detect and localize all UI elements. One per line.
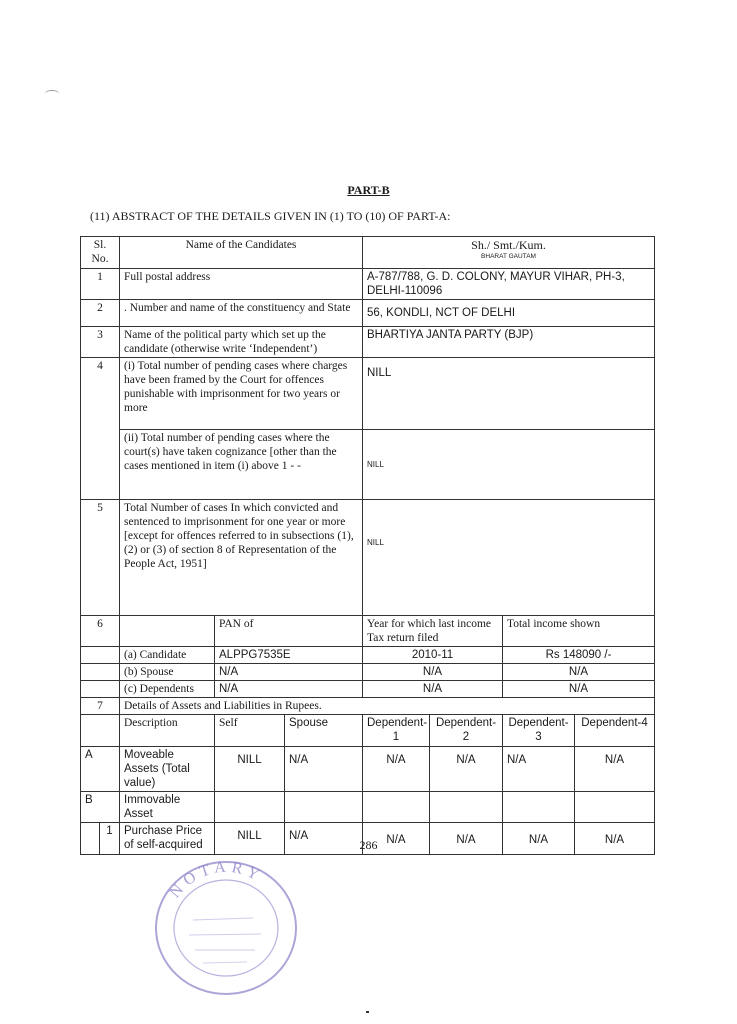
self-value: NILL xyxy=(215,747,285,792)
row-label: Moveable Assets (Total value) xyxy=(120,747,215,792)
abstract-table xyxy=(80,236,655,855)
row-label: (i) Total number of pending cases where charges have been framed by the Court for offences punishable with imprisonment for two years or more xyxy=(120,358,363,430)
row-label: Name of the political party which set up the candidate (otherwise write ‘Independent’) xyxy=(120,327,363,358)
row-value: 56, KONDLI, NCT OF DELHI xyxy=(363,300,655,327)
svg-text:NOTARY xyxy=(167,859,267,902)
table-row xyxy=(81,500,655,616)
income-value: Rs 148090 /- xyxy=(503,647,655,664)
pan-value: N/A xyxy=(215,664,363,681)
dependent-4-value: N/A xyxy=(575,747,655,792)
moveable-assets-row xyxy=(81,747,655,792)
pan-value: ALPPG7535E xyxy=(215,647,363,664)
empty-cell xyxy=(363,792,430,823)
income-value: N/A xyxy=(503,664,655,681)
table-row xyxy=(81,358,655,430)
row-label: Total Number of cases In which convicted and sentenced to imprisonment for one year or more [except for offences referred to in subsections (1), (2) or (3) of section 8 of Representation of the People Act, 1951] xyxy=(120,500,363,616)
row-label: Full postal address xyxy=(120,269,363,300)
row-number: 1 xyxy=(81,269,120,300)
dependent-4-value: N/A xyxy=(575,823,655,855)
dependent-1-value: N/A xyxy=(363,747,430,792)
part-title: PART-B xyxy=(347,183,390,197)
row-number: 2 xyxy=(81,300,120,327)
empty-cell xyxy=(503,792,575,823)
row-value: BHARTIYA JANTA PARTY (BJP) xyxy=(363,327,655,358)
sl-no-header: Sl. No. xyxy=(81,237,120,269)
year-value: 2010-11 xyxy=(363,647,503,664)
row-letter: A xyxy=(81,747,120,792)
empty-cell xyxy=(215,792,285,823)
income-header: Total income shown xyxy=(503,616,655,647)
dependent-3-value: N/A xyxy=(503,823,575,855)
row-number: 3 xyxy=(81,327,120,358)
pan-label: (b) Spouse xyxy=(120,664,215,681)
empty-cell xyxy=(81,715,120,747)
row-value: A-787/788, G. D. COLONY, MAYUR VIHAR, PH-3, DELHI-110096 xyxy=(363,269,655,300)
pan-header-row xyxy=(81,616,655,647)
row-label: (ii) Total number of pending cases where the court(s) have taken cognizance [other than the cases mentioned in item (i) above 1 - - xyxy=(120,430,363,500)
candidate-cell xyxy=(363,237,655,269)
page-number: 286 xyxy=(359,838,378,852)
empty-cell xyxy=(81,664,120,681)
pan-row xyxy=(81,664,655,681)
income-value: N/A xyxy=(503,681,655,698)
pan-spacer xyxy=(120,616,215,647)
candidate-name: BHARAT GAUTAM xyxy=(481,253,536,260)
row-letter: B xyxy=(81,792,120,823)
row-label: Purchase Price of self-acquired xyxy=(120,823,215,855)
sub-number: 1 xyxy=(100,823,120,855)
row-number: 5 xyxy=(81,500,120,616)
speck xyxy=(366,1011,369,1013)
col-self: Self xyxy=(215,715,285,747)
stamp-text: NOTARY xyxy=(166,858,267,902)
col-spouse: Spouse xyxy=(285,715,363,747)
pan-row xyxy=(81,681,655,698)
pan-label: (c) Dependents xyxy=(120,681,215,698)
row-label: Immovable Asset xyxy=(120,792,215,823)
name-header: Name of the Candidates xyxy=(120,237,363,269)
col-dependent-1: Dependent-1 xyxy=(363,715,430,747)
pan-of-header: PAN of xyxy=(215,616,363,647)
row-number: 4 xyxy=(81,358,120,500)
empty-cell xyxy=(575,792,655,823)
immovable-assets-row xyxy=(81,792,655,823)
table-row xyxy=(81,430,655,500)
row-number: 6 xyxy=(81,616,120,647)
pan-value: N/A xyxy=(215,681,363,698)
self-value: NILL xyxy=(215,823,285,855)
table-row xyxy=(81,269,655,300)
assets-column-header-row xyxy=(81,715,655,747)
year-header: Year for which last income Tax return filed xyxy=(363,616,503,647)
dependent-2-value: N/A xyxy=(430,823,503,855)
year-value: N/A xyxy=(363,664,503,681)
table-row xyxy=(81,327,655,358)
dependent-2-value: N/A xyxy=(430,747,503,792)
empty-cell xyxy=(430,792,503,823)
row-label: . Number and name of the constituency and State xyxy=(120,300,363,327)
notary-stamp xyxy=(143,850,309,1000)
dependent-1-value: N/A xyxy=(363,823,430,855)
col-dependent-3: Dependent-3 xyxy=(503,715,575,747)
empty-cell xyxy=(81,681,120,698)
spouse-value: N/A xyxy=(285,823,363,855)
row-value: NILL xyxy=(363,358,655,430)
pen-mark xyxy=(45,90,59,97)
empty-cell xyxy=(81,647,120,664)
header-row xyxy=(81,237,655,269)
year-value: N/A xyxy=(363,681,503,698)
spouse-value: N/A xyxy=(285,747,363,792)
salutation: Sh./ Smt./Kum. xyxy=(471,238,546,252)
row-value: NILL xyxy=(363,430,655,500)
dependent-3-value: N/A xyxy=(503,747,575,792)
row-number: 7 xyxy=(81,698,120,715)
assets-heading-row xyxy=(81,698,655,715)
row-value: NILL xyxy=(363,500,655,616)
col-dependent-2: Dependent-2 xyxy=(430,715,503,747)
abstract-heading: (11) ABSTRACT OF THE DETAILS GIVEN IN (1) TO (10) OF PART-A: xyxy=(90,209,451,223)
table-row xyxy=(81,300,655,327)
pan-row xyxy=(81,647,655,664)
col-description: Description xyxy=(120,715,215,747)
empty-cell xyxy=(285,792,363,823)
pan-label: (a) Candidate xyxy=(120,647,215,664)
assets-heading: Details of Assets and Liabilities in Rupees. xyxy=(120,698,655,715)
col-dependent-4: Dependent-4 xyxy=(575,715,655,747)
